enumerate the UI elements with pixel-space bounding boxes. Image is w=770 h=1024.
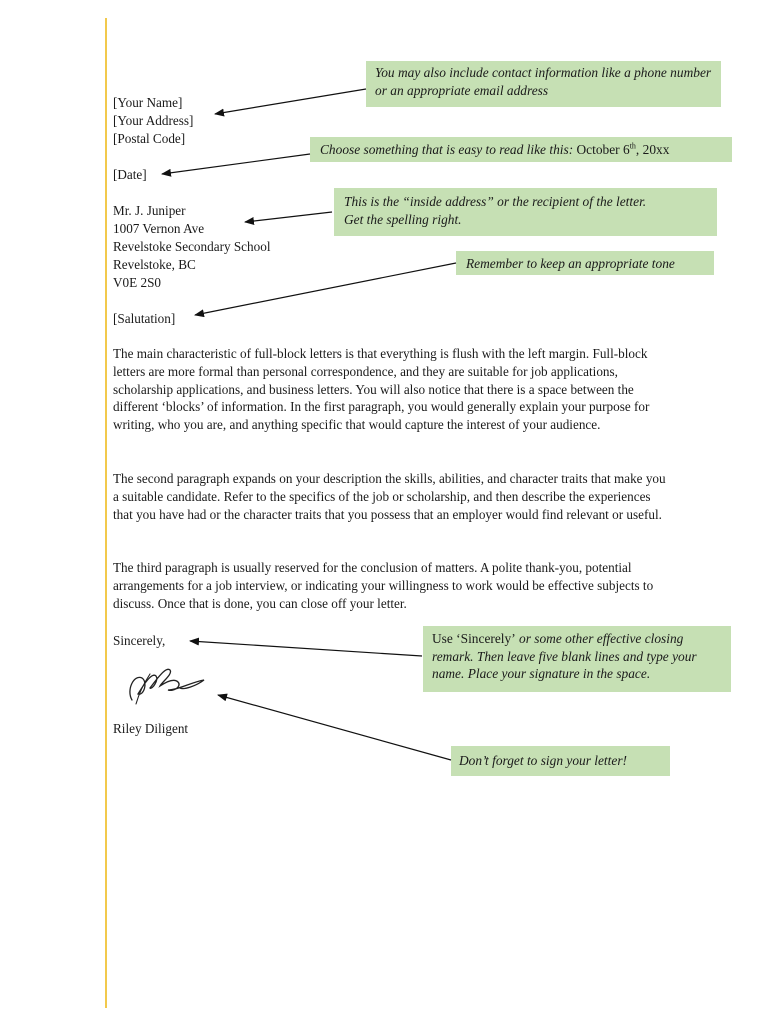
- arrow-contact: [215, 89, 366, 114]
- date-example-year: , 20xx: [635, 142, 670, 157]
- note-text: Choose something that is easy to read like this:: [320, 142, 577, 157]
- signature-name: Riley Diligent: [113, 721, 189, 736]
- date-example-day: October 6: [576, 142, 630, 157]
- recipient-city: Revelstoke, BC: [113, 257, 196, 272]
- note-text: Get the spelling right.: [344, 211, 462, 227]
- arrow-date: [162, 154, 310, 174]
- paragraph-text: The main characteristic of full-block letters is that everything is flush with the left margin. Full-block letters are more formal than personal correspondence, and they are suitable for job applications, scholarship applications, and business letters. You will also notice that there is a space between the different ‘blocks’ of information. In the first paragraph, you would generally explain your purpose for writing, who you are, and anything specific that would capture the interest of your audience.: [113, 346, 650, 433]
- salutation: [Salutation]: [113, 311, 176, 326]
- paragraph-text: The second paragraph expands on your description the skills, abilities, and character traits that make you a suitable candidate. Refer to the specifics of the job or scholarship, and then describe the experiences that you have had or the character traits that you possess that an employer would find relevant or useful.: [113, 471, 666, 522]
- note-text: Use ‘Sincerely’: [432, 631, 516, 646]
- arrow-tone: [195, 263, 456, 315]
- recipient-organization: Revelstoke Secondary School: [113, 239, 271, 254]
- note-text: Don’t forget to sign your letter!: [459, 753, 627, 768]
- closing: Sincerely,: [113, 633, 166, 648]
- note-text: This is the “inside address” or the recipient of the letter.: [344, 194, 647, 209]
- sender-name: [Your Name]: [113, 95, 183, 110]
- sender-postal-code: [Postal Code]: [113, 131, 186, 146]
- arrow-closing: [190, 641, 422, 656]
- recipient-postal-code: V0E 2S0: [113, 275, 161, 290]
- sender-address: [Your Address]: [113, 113, 194, 128]
- paragraph-text: The third paragraph is usually reserved for the conclusion of matters. A polite thank-you, potential arrangements for a job interview, or indicating your willingness to work would be effective subjects to discuss. Once that is done, you can close off your letter.: [113, 560, 654, 611]
- arrow-inside-address: [245, 212, 332, 222]
- letter-date: [Date]: [113, 167, 147, 182]
- date-example-suffix: th: [629, 141, 636, 151]
- note-text: You may also include contact information like a phone number or an appropriate email address: [375, 65, 712, 98]
- note-text: Remember to keep an appropriate tone: [466, 256, 675, 271]
- arrow-sign: [218, 695, 451, 760]
- note-text: or some other effective closing remark. Then leave five blank lines and type your name. Place your signature in the space.: [432, 631, 697, 681]
- recipient-street: 1007 Vernon Ave: [113, 221, 205, 236]
- recipient-name: Mr. J. Juniper: [113, 203, 186, 218]
